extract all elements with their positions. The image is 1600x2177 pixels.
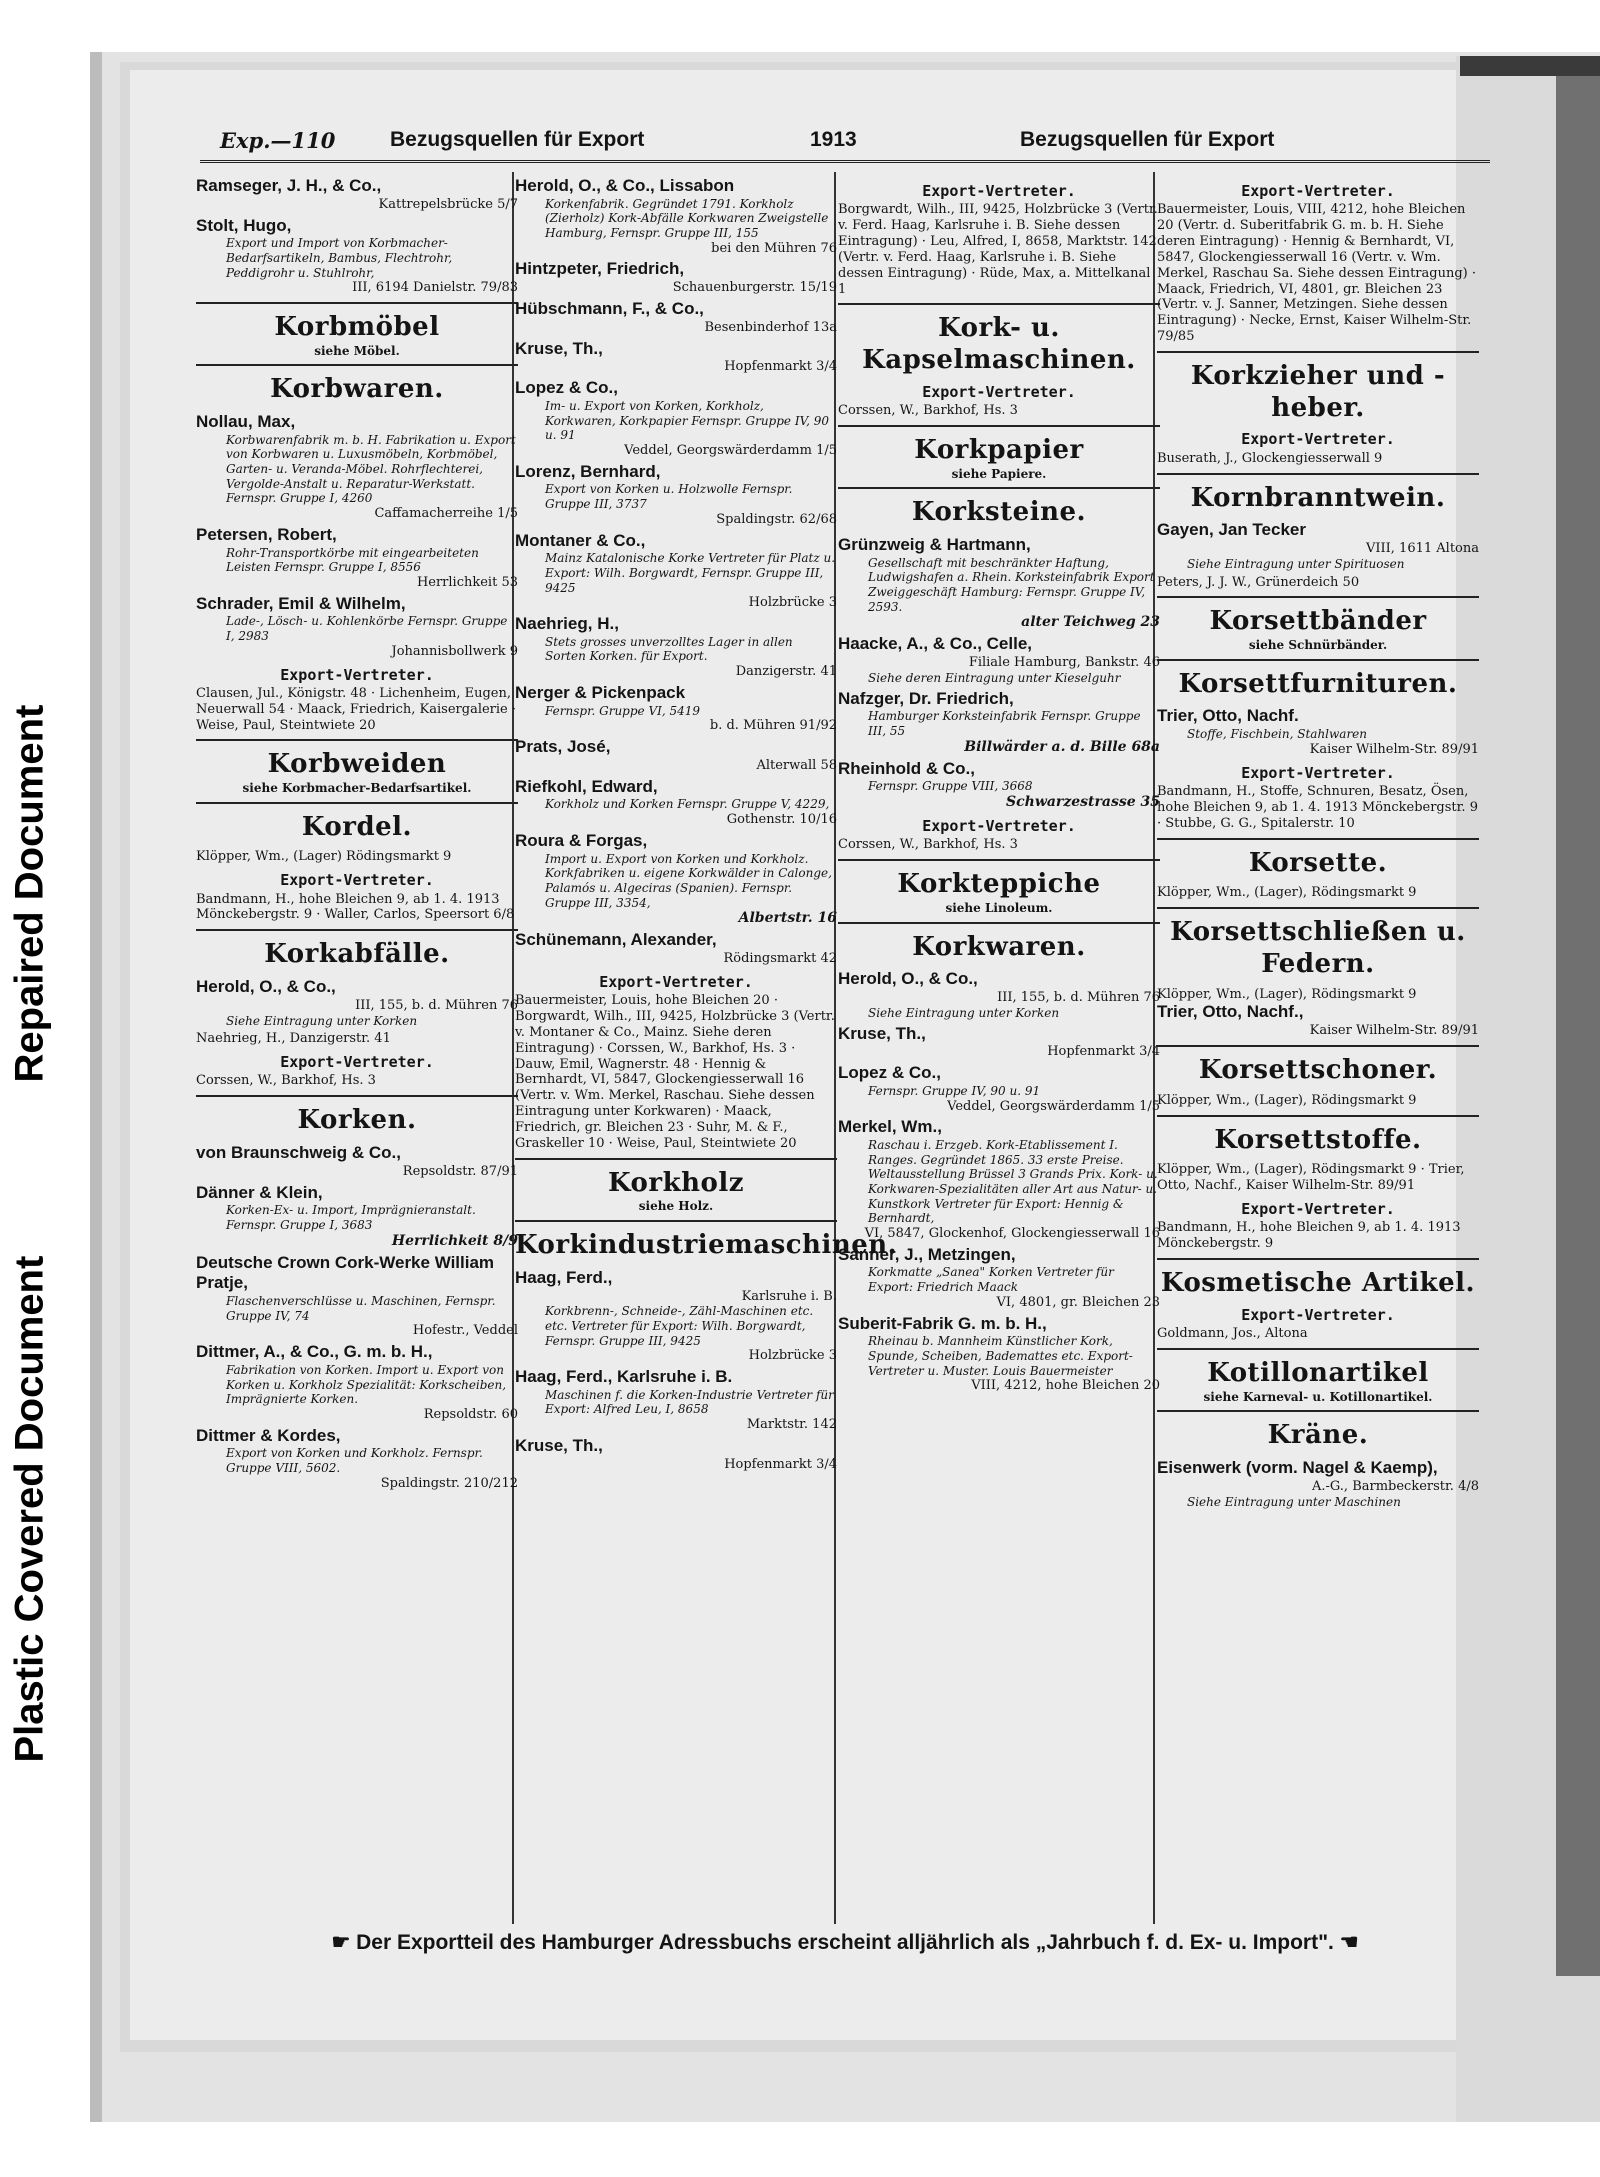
entry-address: Schwarzestrasse 35 [1006, 794, 1160, 811]
entry-name: Herold, O., & Co., [196, 977, 336, 997]
export-vertreter-list: Buserath, J., Glockengiesserwall 9 [1157, 450, 1383, 466]
entry-address: Johannisbollwerk 9 [391, 643, 518, 659]
section-korbwaren [196, 364, 518, 406]
entry-address: Alterwall 58 [756, 757, 837, 773]
entry-name: Petersen, Robert, [196, 524, 337, 544]
entry-description: Maschinen f. die Korken-Industrie Vertreter für Export: Alfred Leu, I, 8658 [545, 1387, 834, 1417]
entry-riefkohl [515, 777, 837, 828]
entry-name: Trier, Otto, Nachf., [1157, 1002, 1304, 1022]
entry-nollau [196, 412, 518, 522]
entry-name: Deutsche Crown Cork-Werke William Pratje, [196, 1252, 495, 1293]
entry-trier [1157, 706, 1479, 757]
entry-name: Merkel, Wm., [838, 1117, 942, 1137]
entry-description: Mainz Katalonische Korke Vertreter für Platz u. Export: Wilh. Borgwardt, Fernspr. Gruppe III, 9425 [545, 551, 836, 595]
section-title: Kornbranntwein. [1190, 482, 1446, 513]
pointing-hand-icon: ☛ [331, 1931, 351, 1954]
section-korkteppiche [838, 859, 1160, 915]
section-kraene [1157, 1410, 1479, 1452]
entry-address: Gothenstr. 10/16 [726, 812, 837, 828]
entry-name: Sanner, J., Metzingen, [838, 1244, 1016, 1264]
entry-name: Dänner & Klein, [196, 1182, 323, 1202]
entry-description: Stoffe, Fischbein, Stahlwaren [1187, 727, 1368, 742]
section-kork-kapselmaschinen [838, 303, 1160, 376]
export-vertreter-heading: Export-Vertreter. [1241, 430, 1395, 449]
section-korkholz [515, 1158, 837, 1214]
section-korken [196, 1095, 518, 1137]
section-korsettschliessen [1157, 907, 1479, 980]
plain-entry: Klöpper, Wm., (Lager), Rödingsmarkt 9 [1157, 1092, 1417, 1108]
export-vertreter-list: Corssen, W., Barkhof, Hs. 3 [196, 1073, 376, 1089]
entry-description: Korkholz und Korken Fernspr. Gruppe V, 4229, [545, 797, 830, 812]
section-kordel [196, 802, 518, 844]
export-vertreter-list: Corssen, W., Barkhof, Hs. 3 [838, 403, 1018, 419]
entry-trier-2 [1157, 1002, 1479, 1039]
entry-name: Hintzpeter, Friedrich, [515, 259, 685, 279]
export-vertreter-heading: Export-Vertreter. [280, 1053, 434, 1072]
plastic-covered-document-label: Plastic Covered Document [7, 1255, 52, 1763]
plain-entry: Klöpper, Wm., (Lager), Rödingsmarkt 9 [1157, 885, 1417, 901]
entry-address: Spaldingstr. 62/68 [716, 511, 837, 527]
entry-description: Korkbrenn-, Schneide-, Zähl-Maschinen etc. etc. Vertreter für Export: Wilh. Borgwardt, Fernspr. Gruppe III, 9425 [545, 1304, 814, 1348]
entry-description: Korbwarenfabrik m. b. H. Fabrikation u. Export von Korbwaren u. Luxusmöbeln, Korbmöbel, Garten- u. Veranda-Möbel. Rohrflechterei, Vergolde-Anstalt u. Reparatur-Werkstatt. Fernspr. Gruppe I, 4260 [226, 432, 516, 506]
entry-address: Hopfenmarkt 3/4 [1047, 1044, 1160, 1060]
entry-roura [515, 831, 837, 927]
section-title: Korsettstoffe. [1214, 1124, 1422, 1155]
export-vertreter-heading: Export-Vertreter. [922, 182, 1076, 200]
section-title: Korsettfurnituren. [1178, 668, 1458, 699]
pointing-hand-icon: ☚ [1339, 1931, 1359, 1954]
footer-notice [200, 1930, 1490, 1955]
entry-name: Kruse, Th., [838, 1023, 926, 1043]
entry-description: Export von Korken und Korkholz. Fernspr. Gruppe VIII, 5602. [226, 1446, 483, 1476]
entry-gayen [1157, 520, 1479, 571]
export-vertreter-heading: Export-Vertreter. [1241, 182, 1395, 200]
entry-herold-lissabon [515, 176, 837, 256]
entry-description: Hamburger Korksteinfabrik Fernspr. Gruppe III, 55 [868, 709, 1141, 738]
entry-address: Hofestr., Veddel [412, 1323, 518, 1339]
entry-name: Lopez & Co., [838, 1063, 941, 1083]
entry-description: Fernspr. Gruppe VI, 5419 [545, 703, 701, 718]
entry-dittmer-kordes [196, 1426, 518, 1492]
entry-naehrieg [515, 614, 837, 680]
entry-description: Import u. Export von Korken und Korkholz. Korkfabriken u. eigene Korkwälder in Calonge, Palamós u. Algeciras (Spanien). Fernspr. Gruppe III, 3354, [545, 851, 832, 910]
export-vertreter-heading: Export-Vertreter. [1241, 1305, 1395, 1324]
entry-name: Grünzweig & Hartmann, [838, 535, 1031, 555]
section-title: Korken. [297, 1105, 417, 1136]
entry-description: Export von Korken u. Holzwolle Fernspr. Gruppe III, 3737 [545, 482, 793, 512]
entry-name: Herold, O., & Co., Lissabon [515, 176, 735, 195]
column-4 [1157, 176, 1479, 1512]
entry-address: Repsoldstr. 60 [423, 1406, 518, 1422]
entry-address: III, 155, b. d. Mühren 76 [997, 990, 1160, 1006]
entry-prats [515, 737, 837, 774]
entry-description: Stets grosses unverzolltes Lager in allen Sorten Korken. für Export. [545, 634, 793, 664]
section-korsette [1157, 838, 1479, 880]
entry-lopez [515, 378, 837, 458]
section-korbmoebel [196, 302, 518, 358]
entry-address: Veddel, Georgswärderdamm 1/5 [947, 1098, 1160, 1114]
footer-text: Der Exportteil des Hamburger Adressbuchs erscheint alljährlich als „Jahrbuch f. d. Ex- u. Import". [356, 1931, 1334, 1954]
plain-entry: Naehrieg, H., Danzigerstr. 41 [196, 1031, 391, 1047]
section-title: Korsettschoner. [1198, 1055, 1438, 1086]
section-reference: siehe Möbel. [314, 343, 400, 358]
entry-name: Prats, José, [515, 737, 611, 757]
entry-crown-cork [196, 1253, 518, 1340]
entry-suberit [838, 1314, 1160, 1394]
entry-description: Siehe Eintragung unter Spirituosen [1187, 556, 1405, 571]
entry-address: Herrlichkeit 8/9 [391, 1232, 518, 1249]
section-korkzieher [1157, 351, 1479, 424]
plain-entry: Klöpper, Wm., (Lager), Rödingsmarkt 9 · Trier, Otto, Nachf., Kaiser Wilhelm-Str. 89/91 [1157, 1162, 1465, 1194]
entry-eisenwerk [1157, 1458, 1479, 1509]
entry-address: Albertstr. 16 [738, 910, 837, 927]
entry-address: Holzbrücke 3 [748, 595, 837, 611]
section-kosmetische-artikel [1157, 1258, 1479, 1300]
entry-address: VIII, 1611 Altona [1366, 541, 1479, 557]
export-vertreter-list: Corssen, W., Barkhof, Hs. 3 [838, 837, 1018, 853]
entry-name: Stolt, Hugo, [196, 215, 292, 235]
entry-name: Lorenz, Bernhard, [515, 461, 661, 481]
entry-address: Hopfenmarkt 3/4 [724, 1456, 837, 1472]
entry-name: Kruse, Th., [515, 338, 603, 358]
section-title: Korsettbänder [1209, 606, 1427, 637]
export-vertreter-heading: Export-Vertreter. [280, 871, 434, 890]
entry-name: von Braunschweig & Co., [196, 1143, 401, 1163]
entry-description: Korkenfabrik. Gegründet 1791. Korkholz (Zierholz) Kork-Abfälle Korkwaren Zweigstelle Hamburg, Fernspr. Gruppe III, 155 [545, 196, 829, 240]
entry-description: Raschau i. Erzgeb. Kork-Etablissement I. Ranges. Gegründet 1865. 33 erste Preise. Weltausstellung Brüssel 3 Grands Prix. Kork- u. Korkwaren-Spezialitäten aller Art aus Natur- u. Kunstkork Vertreter für Export: Hennig & Bernhardt, [868, 1138, 1158, 1226]
entry-description: Rheinau b. Mannheim Künstlicher Kork, Spunde, Scheiben, Bademattes etc. Export-Vertreter u. Muster. Louis Bauermeister [868, 1334, 1133, 1378]
section-korsettbaender [1157, 596, 1479, 652]
entry-ramseger [196, 176, 518, 213]
section-title: Kosmetische Artikel. [1160, 1268, 1476, 1299]
entry-address: Kaiser Wilhelm-Str. 89/91 [1309, 1023, 1479, 1039]
section-kotillonartikel [1157, 1348, 1479, 1404]
entry-montaner [515, 531, 837, 611]
entry-description: Siehe Eintragung unter Maschinen [1187, 1494, 1401, 1509]
section-title: Korkwaren. [912, 931, 1086, 962]
entry-description: Siehe Eintragung unter Korken [226, 1013, 418, 1028]
entry-sanner [838, 1245, 1160, 1311]
entry-hintzpeter [515, 259, 837, 296]
export-vertreter-heading: Export-Vertreter. [1241, 763, 1395, 782]
section-title: Kordel. [301, 811, 413, 842]
entry-herold [196, 977, 518, 1028]
plain-entry: Klöpper, Wm., (Lager), Rödingsmarkt 9 [1157, 986, 1417, 1002]
entry-name: Haag, Ferd., [515, 1267, 613, 1287]
entry-address: III, 6194 Danielstr. 79/83 [352, 280, 518, 296]
header-title-right: Bezugsquellen für Export [1020, 128, 1275, 151]
header-year: 1913 [810, 128, 857, 151]
entry-name: Nerger & Pickenpack [515, 682, 686, 702]
entry-address: VI, 4801, gr. Bleichen 23 [996, 1294, 1160, 1310]
entry-name: Ramseger, J. H., & Co., [196, 176, 382, 195]
entry-address: Hopfenmarkt 3/4 [724, 359, 837, 375]
section-title: Korbweiden [267, 749, 447, 780]
entry-lorenz [515, 462, 837, 528]
entry-name: Riefkohl, Edward, [515, 776, 658, 796]
entry-rheinhold [838, 759, 1160, 811]
section-korkabfaelle [196, 929, 518, 971]
export-vertreter-list: Clausen, Jul., Königstr. 48 · Lichenheim, Eugen, Neuerwall 54 · Maack, Friedrich, Kaisergalerie · Weise, Paul, Steintwiete 20 [196, 685, 516, 733]
entry-address: Marktstr. 142 [746, 1417, 837, 1433]
entry-name: Gayen, Jan Tecker [1157, 520, 1306, 540]
entry-name: Suberit-Fabrik G. m. b. H., [838, 1313, 1047, 1333]
entry-address: Caffamacherreihe 1/5 [374, 505, 518, 521]
entry-description: Fernspr. Gruppe VIII, 3668 [868, 779, 1033, 794]
export-vertreter-list: Bandmann, H., hohe Bleichen 9, ab 1. 4. 1913 Mönckebergstr. 9 [1157, 1220, 1461, 1252]
section-korsettfurnituren [1157, 659, 1479, 701]
entry-haag [515, 1268, 837, 1364]
section-title: Korkpapier [914, 435, 1084, 466]
section-title: Kotillonartikel [1207, 1357, 1429, 1388]
entry-name: Haacke, A., & Co., Celle, [838, 634, 1032, 654]
entry-stolt [196, 216, 518, 296]
section-title: Korkzieher und -heber. [1190, 361, 1446, 423]
entry-address: alter Teichweg 23 [1021, 614, 1160, 631]
entry-name: Roura & Forgas, [515, 830, 648, 850]
export-vertreter-heading: Export-Vertreter. [922, 382, 1076, 401]
entry-description: Fernspr. Gruppe IV, 90 u. 91 [868, 1083, 1041, 1098]
entry-name: Nafzger, Dr. Friedrich, [838, 688, 1014, 708]
entry-herold [838, 969, 1160, 1020]
entry-address: b. d. Mühren 91/92 [709, 718, 837, 734]
section-title: Korkabfälle. [264, 939, 450, 970]
entry-schrader [196, 594, 518, 660]
column-3 [838, 176, 1160, 1397]
entry-description: Korken-Ex- u. Import, Imprägnieranstalt. Fernspr. Gruppe I, 3683 [226, 1203, 476, 1232]
entry-dittmer [196, 1342, 518, 1422]
section-korkpapier [838, 425, 1160, 481]
entry-description: Flaschenverschlüsse u. Maschinen, Fernspr. Gruppe IV, 74 [226, 1294, 496, 1323]
section-reference: siehe Korbmacher-Bedarfsartikel. [242, 781, 472, 796]
entry-name: Kruse, Th., [515, 1435, 603, 1455]
section-title: Kräne. [1267, 1420, 1369, 1451]
entry-name: Dittmer & Kordes, [196, 1425, 341, 1445]
entry-name: Eisenwerk (vorm. Nagel & Kaemp), [1157, 1458, 1438, 1478]
entry-address: VI, 5847, Glockenhof, Glockengiesserwall 16 [864, 1225, 1160, 1241]
section-korksteine [838, 487, 1160, 529]
export-vertreter-heading: Export-Vertreter. [599, 972, 753, 991]
entry-address: Besenbinderhof 13a [704, 319, 837, 335]
section-title: Kork- u. Kapselmaschinen. [862, 313, 1136, 376]
entry-braunschweig [196, 1143, 518, 1180]
section-reference: siehe Holz. [638, 1199, 714, 1214]
plain-entry: Peters, J. J. W., Grünerdeich 50 [1157, 574, 1360, 590]
entry-kruse [838, 1024, 1160, 1061]
column-1 [196, 176, 518, 1495]
entry-address: Danzigerstr. 41 [735, 664, 837, 680]
entry-merkel [838, 1117, 1160, 1241]
section-korbweiden [196, 739, 518, 795]
section-title: Korsettschließen u. Federn. [1170, 917, 1466, 979]
plain-entry: Klöpper, Wm., (Lager) Rödingsmarkt 9 [196, 849, 452, 865]
entry-description: Rohr-Transportkörbe mit eingearbeiteten Leisten Fernspr. Gruppe I, 8556 [226, 545, 479, 575]
repaired-document-label: Repaired Document [7, 704, 52, 1083]
entry-name: Naehrieg, H., [515, 614, 619, 634]
export-vertreter-list: Bauermeister, Louis, VIII, 4212, hohe Bleichen 20 (Vertr. d. Suberitfabrik G. m. b. H. Siehe deren Eintragung) · Hennig & Bernhardt, VI, 5847, Glockengiesserwall 16 (Vertr. v. Wm. Merkel, Raschau Sa. Siehe dessen Eintragung) · Maack, Friedrich, VI, 4801, gr. Bleichen 23 (Vertr. v. J. Sanner, Metzingen. Siehe dessen Eintragung) · Necke, Ernst, Kaiser Wilhelm-Str. 79/85 [1157, 202, 1476, 345]
export-vertreter-list: Bandmann, H., Stoffe, Schnuren, Besatz, Ösen, hohe Bleichen 9, ab 1. 4. 1913 Mönckebergstr. 9 · Stubbe, G. G., Spitalerstr. 10 [1157, 784, 1478, 831]
section-title: Korksteine. [911, 497, 1087, 528]
entry-address: Schauenburgerstr. 15/19 [672, 280, 837, 296]
entry-name: Nollau, Max, [196, 412, 296, 432]
entry-address: Spaldingstr. 210/212 [380, 1475, 518, 1491]
entry-huebschmann [515, 299, 837, 336]
export-vertreter-list: Bauermeister, Louis, hohe Bleichen 20 · Borgwardt, Wilh., III, 9425, Holzbrücke 3 (Vertr. v. Montaner & Co., Mainz. Siehe deren Eintragung) · Corssen, W., Barkhof, Hs. 3 · Dauw, Emil, Wagnerstr. 48 · Hennig & Bernhardt, VI, 5847, Glockengiesserwall 16 (Vertr. v. Wm. Merkel, Raschau. Siehe dessen Eintragung unter Korkwaren) · Maack, Friedrich, gr. Bleichen 23 · Suhr, M. & F., Graskeller 10 · Weise, Paul, Steintwiete 20 [515, 993, 835, 1151]
entry-nerger [515, 683, 837, 734]
section-title: Korkindustriemaschinen. [515, 1230, 898, 1261]
entry-name: Dittmer, A., & Co., G. m. b. H., [196, 1342, 433, 1362]
entry-lopez [838, 1063, 1160, 1114]
entry-petersen [196, 525, 518, 591]
section-korkindustriemaschinen [515, 1220, 898, 1262]
entry-gruenzweig [838, 535, 1160, 631]
entry-name: Hübschmann, F., & Co., [515, 299, 704, 319]
entry-description: Lade-, Lösch- u. Kohlenkörbe Fernspr. Gruppe I, 2983 [226, 614, 508, 644]
entry-address: Kattrepelsbrücke 5/7 [378, 196, 518, 212]
export-vertreter-heading: Export-Vertreter. [280, 665, 434, 684]
export-vertreter-list: Goldmann, Jos., Altona [1157, 1326, 1308, 1342]
section-title: Korsette. [1248, 847, 1388, 878]
entry-name: Trier, Otto, Nachf. [1157, 706, 1299, 726]
section-korsettschoner [1157, 1045, 1479, 1087]
entry-description: Im- u. Export von Korken, Korkholz, Korkwaren, Korkpapier Fernspr. Gruppe IV, 90 u. 91 [545, 398, 830, 443]
entry-description: Export und Import von Korbmacher-Bedarfsartikeln, Bambus, Flechtrohr, Peddigrohr u. Stuhlrohr, [226, 236, 453, 280]
entry-name: Herold, O., & Co., [838, 969, 978, 989]
entry-nafzger [838, 689, 1160, 756]
entry-address: Herrlichkeit 53 [416, 574, 518, 590]
entry-name: Haag, Ferd., Karlsruhe i. B. [515, 1367, 733, 1387]
entry-haag-2 [515, 1367, 837, 1433]
entry-address: A.-G., Barmbeckerstr. 4/8 [1311, 1478, 1479, 1494]
export-vertreter-heading: Export-Vertreter. [922, 817, 1076, 836]
entry-address: Rödingsmarkt 42 [723, 950, 837, 966]
entry-name: Lopez & Co., [515, 378, 618, 398]
entry-haacke [838, 634, 1160, 685]
export-vertreter-list: Borgwardt, Wilh., III, 9425, Holzbrücke 3 (Vertr. v. Ferd. Haag, Karlsruhe i. B. Siehe dessen Eintragung) · Leu, Alfred, I, 8658, Marktstr. 142 (Vertr. v. Ferd. Haag, Karlsruhe i. B. Siehe dessen Eintragung) · Rüde, Max, a. Mittelkanal 1 [838, 202, 1158, 297]
entry-schuenemann [515, 930, 837, 967]
entry-address: III, 155, b. d. Mühren 76 [355, 997, 518, 1013]
entry-address: bei den Mühren 76 [711, 240, 837, 256]
entry-address: Veddel, Georgswärderdamm 1/5 [624, 442, 837, 458]
entry-description: Gesellschaft mit beschränkter Haftung, Ludwigshafen a. Rhein. Korksteinfabrik Export Zweiggeschäft Hamburg: Fernspr. Gruppe IV, 2593. [868, 555, 1155, 614]
entry-kruse [515, 339, 837, 376]
entry-description: Fabrikation von Korken. Import u. Export von Korken u. Korkholz Spezialität: Korkscheiben, Imprägnierte Korken. [226, 1362, 507, 1407]
section-title: Korkholz [608, 1167, 744, 1198]
entry-address: VIII, 4212, hohe Bleichen 20 [971, 1378, 1160, 1394]
entry-daenner [196, 1183, 518, 1250]
section-kornbranntwein [1157, 473, 1479, 515]
entry-description: Korkmatte „Sanea" Korken Vertreter für Export: Friedrich Maack [868, 1265, 1114, 1295]
section-title: Korbmöbel [274, 312, 440, 343]
section-korsettstoffe [1157, 1115, 1479, 1157]
page-header [200, 124, 1490, 163]
entry-name: Montaner & Co., [515, 530, 646, 550]
entry-kruse-2 [515, 1436, 837, 1473]
section-reference: siehe Schnürbänder. [1248, 638, 1388, 653]
section-title: Korbwaren. [270, 374, 444, 405]
page-number: Exp.—110 [220, 128, 336, 153]
entry-address: Holzbrücke 3 [748, 1348, 837, 1364]
section-korkwaren [838, 922, 1160, 964]
entry-name: Schrader, Emil & Wilhelm, [196, 593, 406, 613]
entry-address: Karlsruhe i. B. [741, 1288, 837, 1304]
entry-address: Billwärder a. d. Bille 68a [964, 738, 1160, 755]
entry-name: Rheinhold & Co., [838, 758, 975, 778]
entry-description: Siehe deren Eintragung unter Kieselguhr [868, 671, 1121, 686]
entry-address: Repsoldstr. 87/91 [402, 1163, 518, 1179]
section-reference: siehe Papiere. [951, 466, 1047, 481]
section-title: Korkteppiche [897, 869, 1101, 900]
entry-name: Schünemann, Alexander, [515, 930, 717, 950]
entry-address: Filiale Hamburg, Bankstr. 46 [968, 655, 1160, 671]
export-vertreter-heading: Export-Vertreter. [1241, 1200, 1395, 1219]
entry-description: Siehe Eintragung unter Korken [868, 1005, 1060, 1020]
header-title-left: Bezugsquellen für Export [390, 128, 645, 151]
entry-address: Kaiser Wilhelm-Str. 89/91 [1309, 741, 1479, 757]
section-reference: siehe Karneval- u. Kotillonartikel. [1203, 1389, 1433, 1404]
section-reference: siehe Linoleum. [945, 901, 1053, 916]
export-vertreter-list: Bandmann, H., hohe Bleichen 9, ab 1. 4. 1913 Mönckebergstr. 9 · Waller, Carlos, Speersort 6/8 [196, 891, 515, 923]
